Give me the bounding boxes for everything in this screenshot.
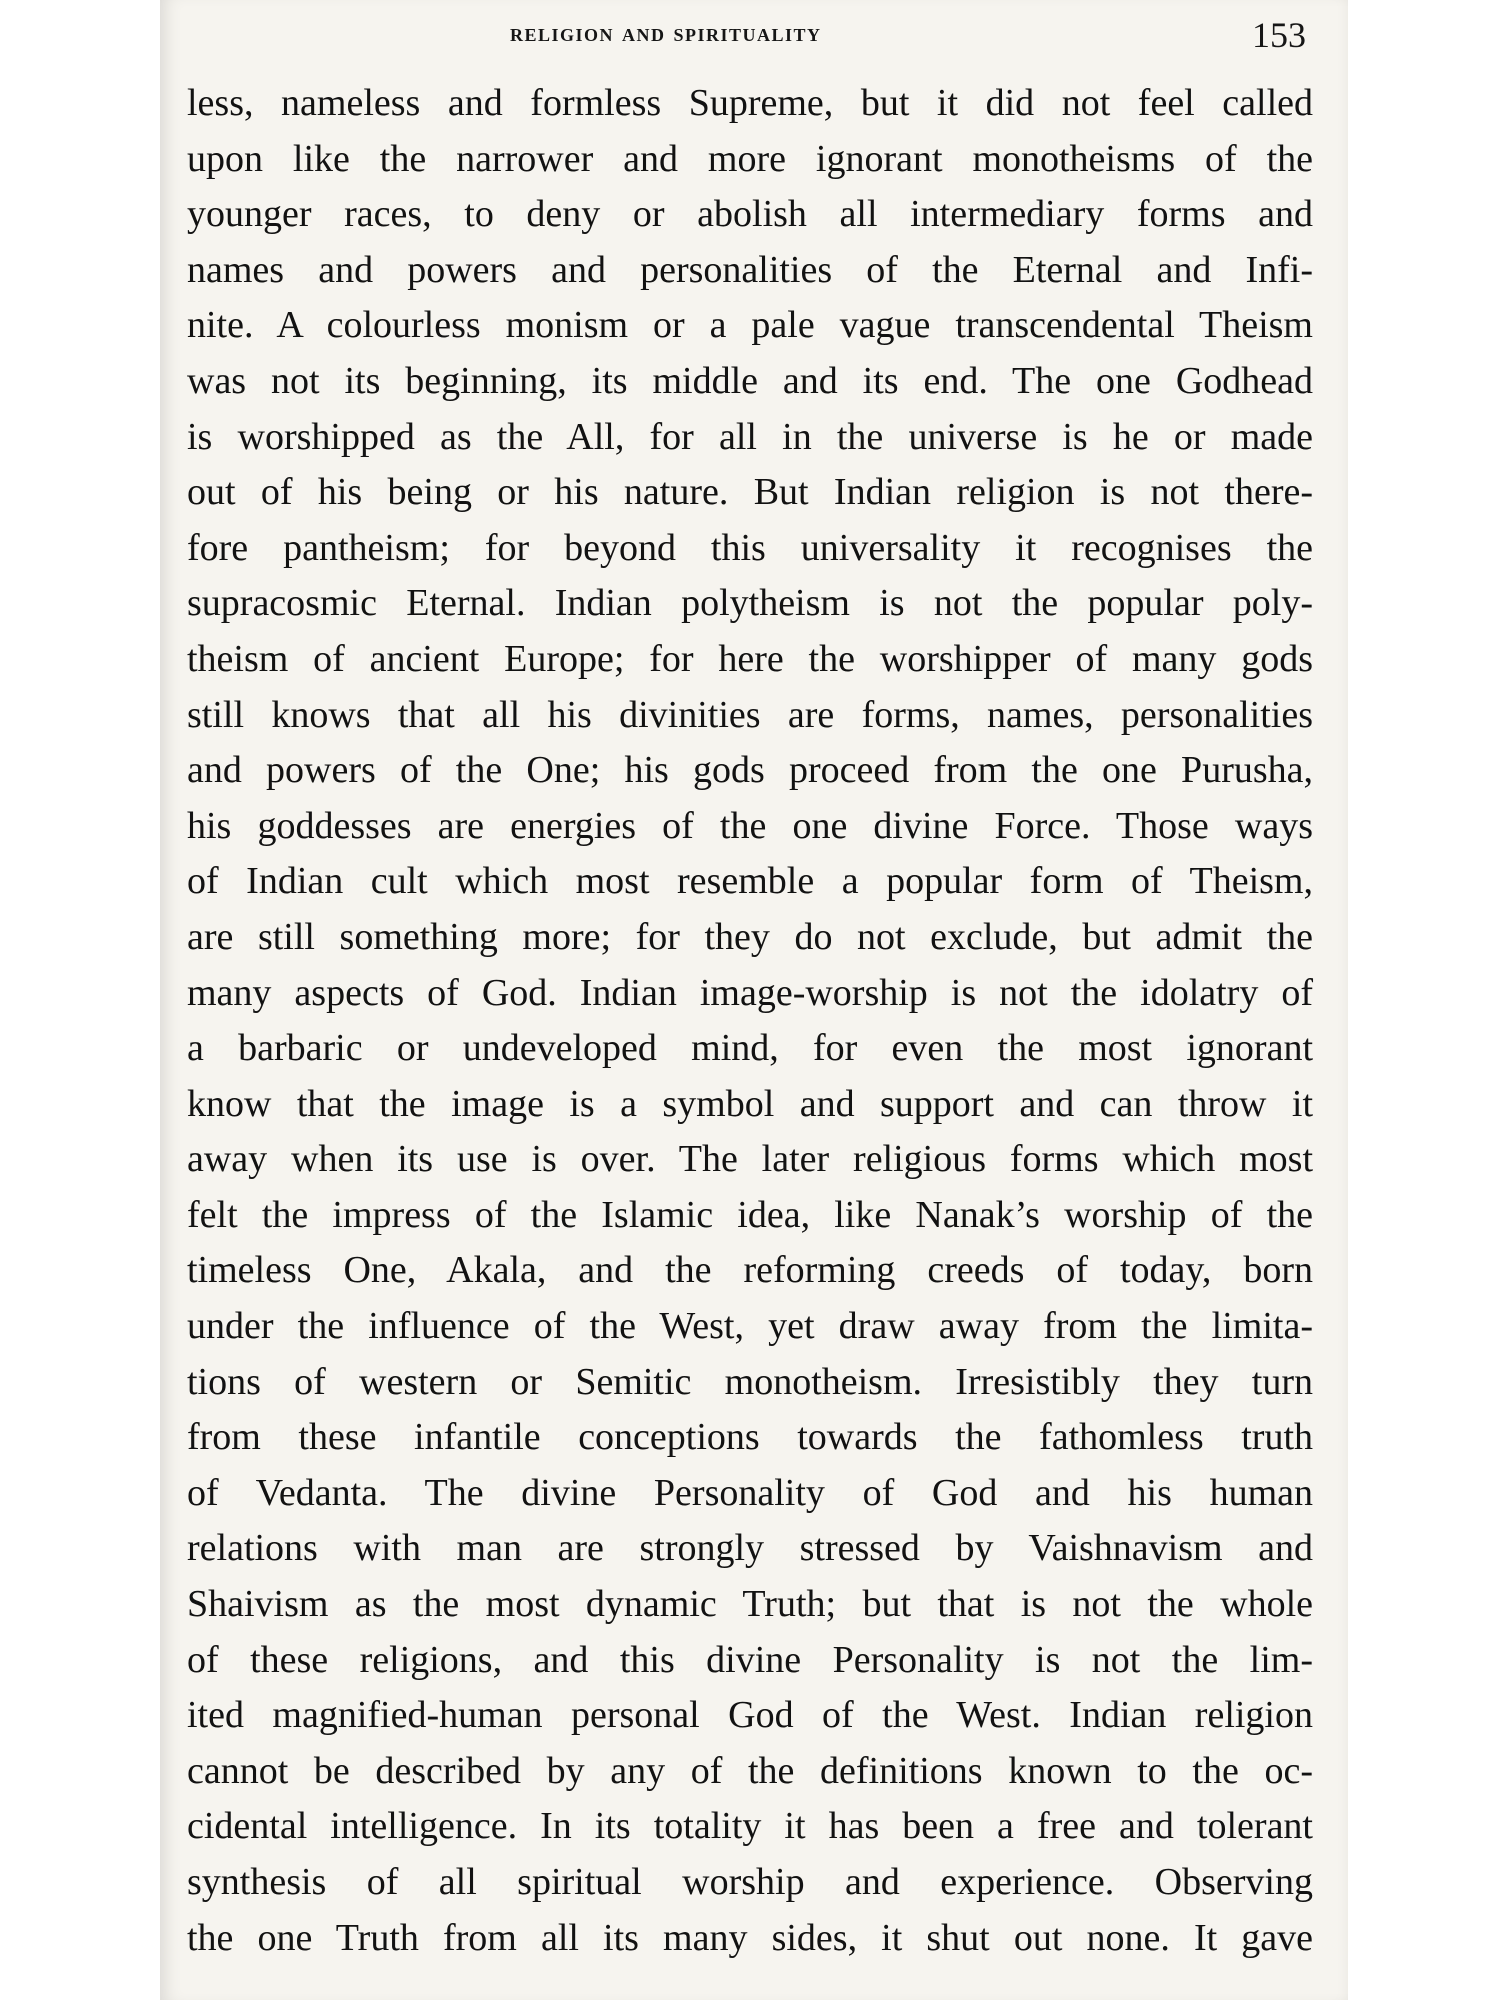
text-line: upon like the narrower and more ignorant monotheisms of the bbox=[187, 137, 1313, 180]
text-line: nite. A colourless monism or a pale vague transcendental Theism bbox=[187, 304, 1313, 347]
text-line: synthesis of all spiritual worship and experience. Observing bbox=[187, 1861, 1313, 1903]
text-line: still knows that all his divinities are forms, names, personalities bbox=[187, 693, 1313, 736]
text-line: away when its use is over. The later religious forms which most bbox=[187, 1138, 1313, 1181]
text-line: younger races, to deny or abolish all intermediary forms and bbox=[187, 193, 1313, 236]
text-line: is worshipped as the All, for all in the universe is he or made bbox=[187, 415, 1313, 458]
text-line: under the influence of the West, yet draw away from the limita- bbox=[187, 1305, 1313, 1348]
text-line: from these infantile conceptions towards the fathomless truth bbox=[187, 1416, 1313, 1459]
text-line: cannot be described by any of the definitions known to the oc- bbox=[187, 1749, 1313, 1792]
text-line: of Indian cult which most resemble a popular form of Theism, bbox=[187, 860, 1313, 903]
page-number: 153 bbox=[1252, 15, 1306, 55]
text-line: names and powers and personalities of the Eternal and Infi- bbox=[187, 248, 1313, 291]
text-line: Shaivism as the most dynamic Truth; but that is not the whole bbox=[187, 1583, 1313, 1626]
text-line: know that the image is a symbol and support and can throw it bbox=[187, 1082, 1313, 1125]
text-line: the one Truth from all its many sides, it shut out none. It gave bbox=[187, 1916, 1313, 1959]
text-line: supracosmic Eternal. Indian polytheism is not the popular poly- bbox=[187, 582, 1313, 625]
book-page bbox=[160, 0, 1348, 2000]
text-line: a barbaric or undeveloped mind, for even the most ignorant bbox=[187, 1027, 1313, 1070]
text-line: of Vedanta. The divine Personality of God and his human bbox=[187, 1471, 1313, 1514]
text-line: less, nameless and formless Supreme, but it did not feel called bbox=[187, 82, 1313, 124]
text-line: and powers of the One; his gods proceed from the one Purusha, bbox=[187, 749, 1313, 792]
text-line: ited magnified-human personal God of the West. Indian religion bbox=[187, 1694, 1313, 1737]
text-line: out of his being or his nature. But Indian religion is not there- bbox=[187, 471, 1313, 514]
text-line: fore pantheism; for beyond this universality it recognises the bbox=[187, 526, 1313, 569]
text-line: of these religions, and this divine Personality is not the lim- bbox=[187, 1638, 1313, 1681]
text-line: cidental intelligence. In its totality it has been a free and tolerant bbox=[187, 1805, 1313, 1848]
text-line: tions of western or Semitic monotheism. Irresistibly they turn bbox=[187, 1360, 1313, 1403]
text-line: was not its beginning, its middle and its end. The one Godhead bbox=[187, 359, 1313, 402]
page-header bbox=[160, 15, 1348, 58]
text-line: relations with man are strongly stressed by Vaishnavism and bbox=[187, 1527, 1313, 1570]
text-line: felt the impress of the Islamic idea, like Nanak’s worship of the bbox=[187, 1193, 1313, 1236]
text-line: his goddesses are energies of the one divine Force. Those ways bbox=[187, 804, 1313, 847]
body-text bbox=[187, 76, 1313, 1966]
running-head: religion and spirituality bbox=[510, 18, 822, 47]
text-line: theism of ancient Europe; for here the worshipper of many gods bbox=[187, 637, 1313, 680]
text-line: timeless One, Akala, and the reforming creeds of today, born bbox=[187, 1249, 1313, 1292]
text-line: are still something more; for they do not exclude, but admit the bbox=[187, 915, 1313, 958]
text-line: many aspects of God. Indian image-worship is not the idolatry of bbox=[187, 971, 1313, 1014]
